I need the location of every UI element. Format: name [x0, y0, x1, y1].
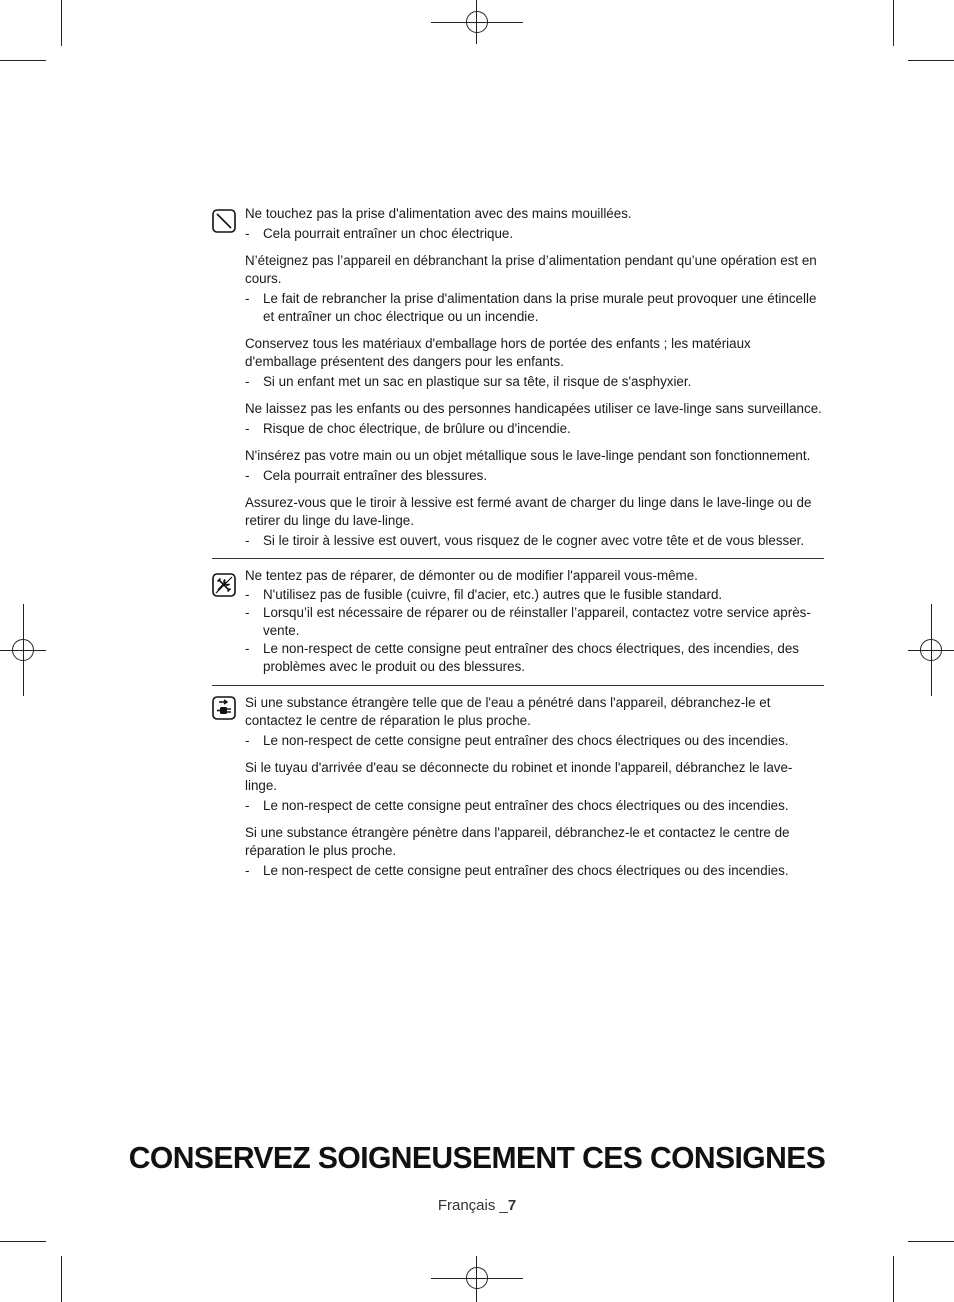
- safety-item: [245, 567, 824, 676]
- safety-item-bullet: - Si un enfant met un sac en plastique sur sa tête, il risque de s'asphyxier.: [245, 374, 692, 389]
- safety-item-text: Ne touchez pas la prise d'alimentation avec des mains mouillées.: [245, 206, 632, 221]
- safety-item-text: Conservez tous les matériaux d'emballage hors de portée des enfants ; les matériaux d'emballage présentent des dangers pour les enfants.: [245, 336, 751, 369]
- safety-item-bullet: - Le fait de rebrancher la prise d'alimentation dans la prise murale peut provoquer une étincelle et entraîner un choc électrique ou un incendie.: [245, 291, 817, 324]
- safety-content: [212, 205, 824, 880]
- page-number: Français _7: [437, 1197, 517, 1214]
- safety-section-general: [212, 205, 824, 558]
- safety-section-repair: [212, 558, 824, 685]
- safety-item: [245, 252, 824, 326]
- no-disassemble-icon: [212, 573, 236, 597]
- safety-section-unplug: [212, 685, 824, 880]
- safety-item-bullet: - Risque de choc électrique, de brûlure ou d'incendie.: [245, 421, 571, 436]
- unplug-icon: [212, 696, 236, 720]
- no-touch-icon: [212, 209, 236, 233]
- safety-item-text: Ne tentez pas de réparer, de démonter ou de modifier l'appareil vous-même.: [245, 568, 698, 583]
- safety-item-text: Ne laissez pas les enfants ou des personnes handicapées utiliser ce lave-linge sans surveillance.: [245, 401, 822, 416]
- safety-item-bullet: - Le non-respect de cette consigne peut entraîner des chocs électriques, des incendies, des problèmes avec le produit ou des blessures.: [245, 641, 799, 674]
- safety-item: [245, 694, 824, 750]
- safety-item-bullet: - Le non-respect de cette consigne peut entraîner des chocs électriques ou des incendies.: [245, 863, 789, 878]
- safety-item-text: N’éteignez pas l’appareil en débranchant la prise d’alimentation pendant qu’une opération est en cours.: [245, 253, 817, 286]
- safety-item: [245, 494, 824, 550]
- safety-item-text: Si une substance étrangère telle que de l'eau a pénétré dans l'appareil, débranchez-le et contactez le centre de réparation le plus proche.: [245, 695, 771, 728]
- safety-item: [245, 824, 824, 880]
- safety-item-bullet: - Cela pourrait entraîner un choc électrique.: [245, 226, 514, 241]
- page-title: CONSERVEZ SOIGNEUSEMENT CES CONSIGNES: [128, 1140, 826, 1175]
- safety-item: [245, 759, 824, 815]
- safety-item: [245, 205, 824, 243]
- safety-item-bullet: - Lorsqu’il est nécessaire de réparer ou de réinstaller l’appareil, contactez votre service après-vente.: [245, 605, 811, 638]
- safety-item-bullet: - Cela pourrait entraîner des blessures.: [245, 468, 488, 483]
- safety-item-bullet: - Le non-respect de cette consigne peut entraîner des chocs électriques ou des incendies.: [245, 798, 789, 813]
- safety-item-bullet: - Si le tiroir à lessive est ouvert, vous risquez de le cogner avec votre tête et de vous blesser.: [245, 533, 805, 548]
- safety-item-bullet: - Le non-respect de cette consigne peut entraîner des chocs électriques ou des incendies.: [245, 733, 789, 748]
- safety-item-text: Assurez-vous que le tiroir à lessive est fermé avant de charger du linge dans le lave-linge ou de retirer du linge du lave-linge.: [245, 495, 812, 528]
- safety-item-text: Si le tuyau d'arrivée d'eau se déconnecte du robinet et inonde l'appareil, débranchez le lave-linge.: [245, 760, 793, 793]
- safety-item: [245, 447, 824, 485]
- safety-item-bullet: - N'utilisez pas de fusible (cuivre, fil d'acier, etc.) autres que le fusible standard.: [245, 587, 723, 602]
- safety-item: [245, 335, 824, 391]
- safety-item: [245, 400, 824, 438]
- safety-item-text: Si une substance étrangère pénètre dans l'appareil, débranchez-le et contactez le centre de réparation le plus proche.: [245, 825, 790, 858]
- safety-item-text: N'insérez pas votre main ou un objet métallique sous le lave-linge pendant son fonctionnement.: [245, 448, 811, 463]
